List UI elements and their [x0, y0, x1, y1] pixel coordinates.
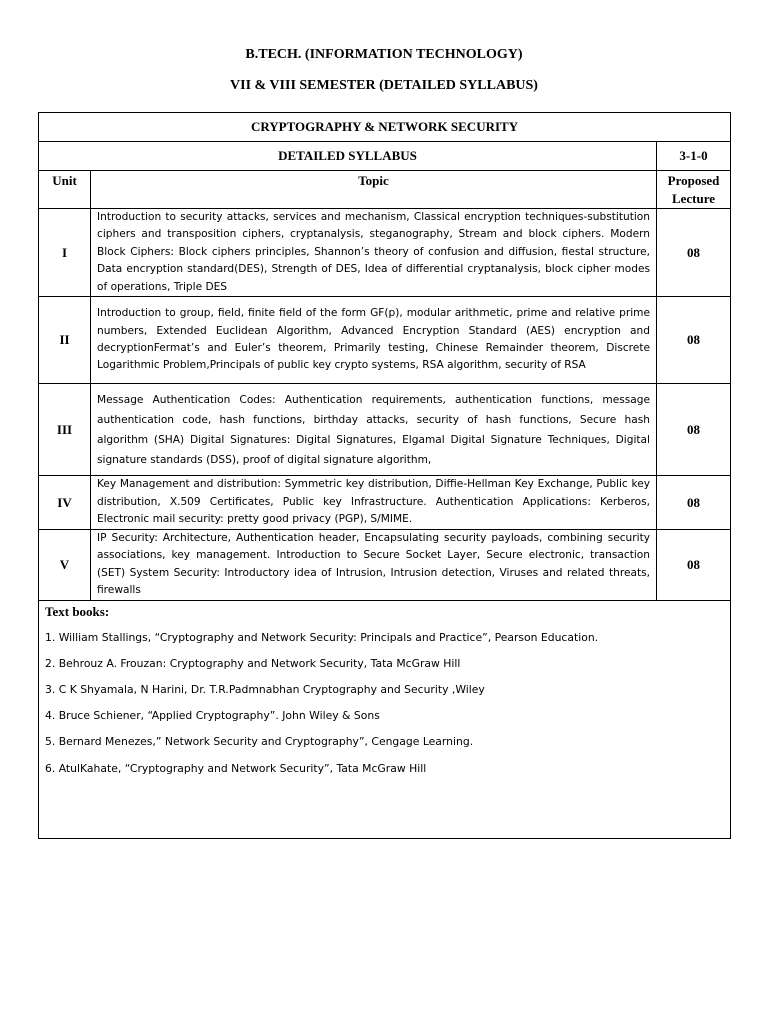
unit-column-header: Unit — [39, 171, 91, 209]
lecture-column-header — [657, 171, 731, 209]
topic-text: Introduction to group, field, finite field of the form GF(p), modular arithmetic, prime and relative prime numbers, Extended Euclidean Algorithm, Advanced Encryption Standard (AES) encryption and decryptionFermat’s and Euler’s theorem, Primarily testing, Chinese Remainder theorem, Discrete Logarithmic Problem,Principals of public key crypto systems, RSA algorithm, security of RSA — [91, 297, 657, 384]
lecture-count: 08 — [657, 209, 731, 297]
lecture-count: 08 — [657, 476, 731, 530]
topic-text: Introduction to security attacks, services and mechanism, Classical encryption techniques-substitution ciphers and transposition ciphers, cryptanalysis, steganography, Stream and block ciphers. Modern Block Ciphers: Block ciphers principles, Shannon’s theory of confusion and diffusion, fiestal structure, Data encryption standard(DES), Strength of DES, Idea of differential cryptanalysis, block cipher modes of operations, Triple DES — [91, 209, 657, 297]
lecture-header-line2: Lecture — [671, 191, 716, 206]
textbook-item: 2. Behrouz A. Frouzan: Cryptography and Network Security, Tata McGraw Hill — [45, 656, 461, 670]
page-title: B.TECH. (INFORMATION TECHNOLOGY) — [245, 47, 523, 62]
ltp-label: 3-1-0 — [657, 142, 731, 171]
textbook-item: 6. AtulKahate, “Cryptography and Network Security”, Tata McGraw Hill — [45, 761, 427, 775]
unit-number: I — [39, 209, 91, 297]
textbooks-section — [39, 600, 731, 838]
textbook-item: 4. Bruce Schiener, “Applied Cryptography”. John Wiley & Sons — [45, 709, 380, 723]
table-row — [39, 476, 731, 530]
unit-number: II — [39, 297, 91, 384]
topic-text: Key Management and distribution: Symmetric key distribution, Diffie-Hellman Key Exchange, Public key distribution, X.509 Certificates, Public key Infrastructure. Authentication Applications: Kerberos, Electronic mail security: pretty good privacy (PGP), S/MIME. — [91, 476, 657, 530]
detailed-syllabus-label: DETAILED SYLLABUS — [39, 142, 657, 171]
syllabus-table — [38, 112, 731, 839]
unit-number: III — [39, 384, 91, 476]
unit-number: IV — [39, 476, 91, 530]
lecture-count: 08 — [657, 530, 731, 601]
page-subtitle: VII & VIII SEMESTER (DETAILED SYLLABUS) — [230, 78, 538, 93]
table-row — [39, 209, 731, 297]
textbooks-heading: Text books: — [45, 603, 110, 619]
lecture-count: 08 — [657, 384, 731, 476]
topic-column-header: Topic — [91, 171, 657, 209]
table-row — [39, 384, 731, 476]
table-row — [39, 297, 731, 384]
lecture-count: 08 — [657, 297, 731, 384]
course-title: CRYPTOGRAPHY & NETWORK SECURITY — [39, 113, 731, 142]
unit-number: V — [39, 530, 91, 601]
textbook-item: 3. C K Shyamala, N Harini, Dr. T.R.Padmnabhan Cryptography and Security ,Wiley — [45, 683, 485, 697]
topic-text: Message Authentication Codes: Authentication requirements, authentication functions, message authentication code, hash functions, birthday attacks, security of hash functions, Secure hash algorithm (SHA) Digital Signatures: Digital Signatures, Elgamal Digital Signature Techniques, Digital signature standards (DSS), proof of digital signature algorithm, — [91, 384, 657, 476]
textbook-item: 5. Bernard Menezes,” Network Security and Cryptography”, Cengage Learning. — [45, 735, 474, 749]
textbook-item: 1. William Stallings, “Cryptography and Network Security: Principals and Practice”, Pearson Education. — [45, 630, 599, 644]
topic-text: IP Security: Architecture, Authentication header, Encapsulating security payloads, combining security associations, key management. Introduction to Secure Socket Layer, Secure electronic, transaction (SET) System Security: Introductory idea of Intrusion, Intrusion detection, Viruses and related threats, firewalls — [91, 530, 657, 601]
lecture-header-line1: Proposed — [667, 173, 720, 188]
table-row — [39, 530, 731, 601]
